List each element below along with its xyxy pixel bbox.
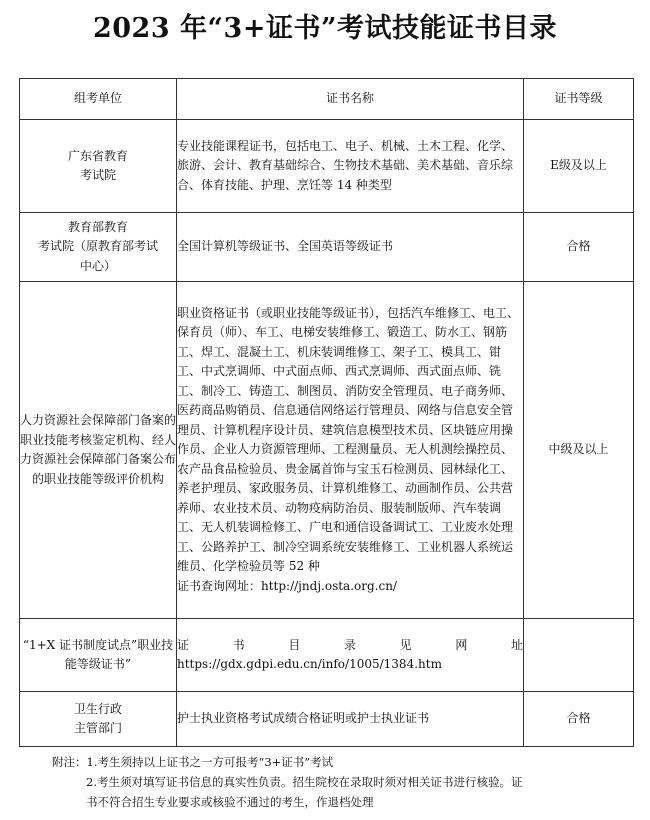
unit-text: 卫生行政 主管部门 bbox=[73, 701, 122, 735]
unit-cell bbox=[20, 213, 177, 282]
table-row bbox=[20, 619, 634, 692]
footnotes bbox=[52, 752, 637, 812]
unit-text: 人力资源社会保障部门备案的职业技能考核鉴定机构、经人力资源社会保障部门备案公布的职业技能等级评价机构 bbox=[20, 413, 177, 486]
header-unit: 组考单位 bbox=[20, 79, 177, 120]
footnote-2-cont: 书不符合招生专业要求或核验不通过的考生，作退档处理 bbox=[86, 795, 374, 809]
unit-cell bbox=[20, 120, 177, 213]
table-row bbox=[20, 692, 634, 747]
table-row bbox=[20, 282, 634, 619]
cert-query-url[interactable]: 证书查询网址：http://jndj.osta.org.cn/ bbox=[177, 578, 397, 593]
cert-cell bbox=[177, 120, 524, 213]
footnote-1 bbox=[52, 752, 637, 772]
level-cell: E级及以上 bbox=[524, 120, 634, 213]
level-cell bbox=[524, 619, 634, 692]
level-cell: 合格 bbox=[524, 692, 634, 747]
cert-text: 全国计算机等级证书、全国英语等级证书 bbox=[177, 239, 394, 254]
page-title: 2023 年“3+证书”考试技能证书目录 bbox=[92, 13, 558, 44]
unit-cell bbox=[20, 619, 177, 692]
cert-cell bbox=[177, 619, 524, 692]
cert-cell bbox=[177, 282, 524, 619]
cert-catalog-url[interactable]: https://gdx.gdpi.edu.cn/info/1005/1384.htm bbox=[177, 657, 442, 671]
cert-cell bbox=[177, 213, 524, 282]
certificate-table bbox=[19, 78, 634, 747]
table-row bbox=[20, 120, 634, 213]
header-cert-name: 证书名称 bbox=[177, 79, 524, 120]
cert-text: 证书目录见网址 bbox=[177, 637, 523, 652]
footnote-2: 2.考生须对填写证书信息的真实性负责。招生院校在录取时须对相关证书进行核验。证 bbox=[86, 775, 523, 789]
footnote-1-text: 1.考生须持以上证书之一方可报考“3+证书”考试 bbox=[86, 755, 334, 769]
table-row bbox=[20, 213, 634, 282]
footnote-prefix: 附注： bbox=[52, 755, 87, 769]
table-header-row bbox=[20, 79, 634, 120]
cert-text: 护士执业资格考试成绩合格证明或护士执业证书 bbox=[177, 711, 430, 726]
header-cert-level: 证书等级 bbox=[524, 79, 634, 120]
level-cell: 合格 bbox=[524, 213, 634, 282]
cert-cell bbox=[177, 692, 524, 747]
cert-text: 职业资格证书（或职业技能等级证书），包括汽车维修工、电工、保育员（师）、车工、电梯安装维修工、锻造工、防水工、钢筋工、焊工、混凝土工、机床装调维修工、架子工、模具工、钳工、中式烹调师、中式面点师、西式烹调师、西式面点师、铣工、制冷工、铸造工、制图员、消防安全管理员、电子商务师、医药商品购销员、信息通信网络运行管理员、网络与信息安全管理员、计算机程序设计员、建筑信息模型技术员、区块链应用操作员、企业人力资源管理师、工程测量员、无人机测绘操控员、农产品食品检验员、贵金属首饰与宝玉石检测员、园林绿化工、养老护理员、家政服务员、计算机维修工、动画制作员、公共营养师、农业技术员、动物疫病防治员、服装制版师、汽车装调工、无人机装调检修工、广电和通信设备调试工、工业废水处理工、公路养护工、制冷空调系统安装维修工、工业机器人系统运维员、化学检验员等 52 种 bbox=[177, 305, 520, 574]
level-cell: 中级及以上 bbox=[524, 282, 634, 619]
unit-cell bbox=[20, 282, 177, 619]
cert-text: 专业技能课程证书，包括电工、电子、机械、土木工程、化学、旅游、会计、教育基础综合、生物技术基础、美术基础、音乐综合、体育技能、护理、烹饪等 14 种类型 bbox=[177, 138, 514, 192]
unit-text: “1+X 证书制度试点”职业技能等级证书” bbox=[22, 637, 174, 671]
unit-text: 教育部教育 考试院（原教育部考试 中心） bbox=[37, 219, 158, 273]
unit-text: 广东省教育 考试院 bbox=[67, 148, 128, 182]
unit-cell bbox=[20, 692, 177, 747]
